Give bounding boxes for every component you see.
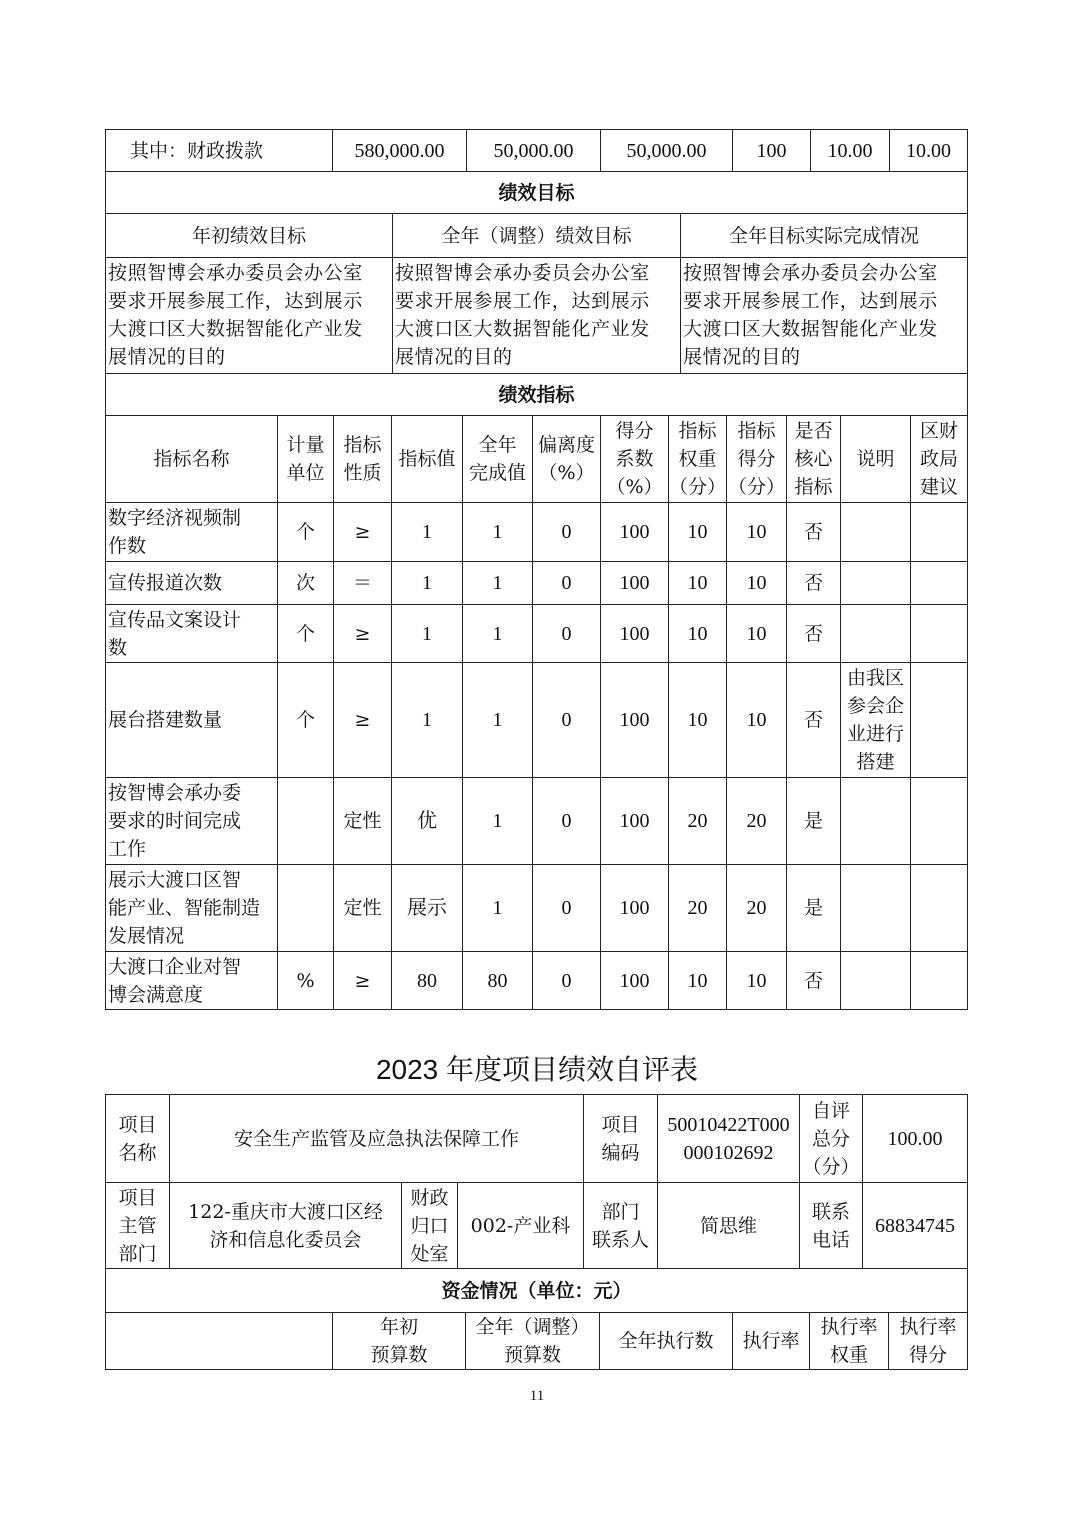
indicator-row-0-advice xyxy=(910,502,968,562)
goals-section-title xyxy=(105,171,968,214)
indicator-row-1-nature xyxy=(333,561,392,605)
goal-header-initial-text: 年初绩效目标 xyxy=(191,224,306,247)
indicator-row-1-score-coef xyxy=(600,561,669,605)
indicator-row-3-advice xyxy=(910,662,968,778)
indicator-header-is-core-text: 是否 核心 指标 xyxy=(794,420,833,498)
indicator-row-2-score-coef xyxy=(600,604,669,663)
indicator-row-6-target-value xyxy=(391,951,463,1010)
rate-score-value: 10.00 xyxy=(906,139,951,162)
indicator-row-4-deviation-text: 0 xyxy=(561,810,572,832)
indicators-section-title xyxy=(105,373,968,416)
indicator-row-6-score-coef xyxy=(600,951,669,1010)
funding-header-0 xyxy=(105,1312,333,1370)
indicator-header-unit-text: 计量 单位 xyxy=(286,434,325,484)
indicator-row-4-score-coef xyxy=(600,777,669,865)
contact-value: 简思维 xyxy=(699,1214,757,1237)
project-name-value: 安全生产监管及应急执法保障工作 xyxy=(233,1127,519,1150)
funding-header-adjusted xyxy=(465,1312,600,1370)
indicator-row-1-deviation-text: 0 xyxy=(561,572,572,594)
indicator-row-5-score-text: 20 xyxy=(746,897,767,919)
goal-text-initial xyxy=(105,257,393,374)
funding-header-executed xyxy=(599,1312,733,1370)
indicator-row-5-advice xyxy=(910,864,968,952)
execution-rate-cell xyxy=(732,129,811,172)
indicator-row-4-actual-value xyxy=(462,777,533,865)
indicator-row-5-weight-text: 20 xyxy=(687,897,708,919)
indicator-row-6-indicator-name-text: 大渡口企业对智 博会满意度 xyxy=(108,955,242,1006)
indicator-row-3-nature xyxy=(333,662,392,778)
indicator-row-4-deviation xyxy=(532,777,601,865)
indicator-row-5-weight xyxy=(668,864,727,952)
indicator-row-4-actual-value-text: 1 xyxy=(492,810,503,832)
indicator-header-is-core xyxy=(786,415,841,503)
goal-header-actual-text: 全年目标实际完成情况 xyxy=(728,224,919,247)
indicator-row-6-actual-value xyxy=(462,951,533,1010)
indicator-row-5-deviation xyxy=(532,864,601,952)
indicator-row-3-score-coef xyxy=(600,662,669,778)
indicator-row-3-actual-value-text: 1 xyxy=(492,709,503,731)
indicator-row-2-score-coef-text: 100 xyxy=(619,622,650,645)
indicator-row-4-advice xyxy=(910,777,968,865)
indicator-row-2-target-value-text: 1 xyxy=(422,622,432,645)
execution-rate-value: 100 xyxy=(756,139,787,162)
indicator-row-5-indicator-name-text: 展示大渡口区智 能产业、智能制造 发展情况 xyxy=(108,869,261,947)
funding-label-text: 其中：财政拨款 xyxy=(130,139,264,162)
goal-text-adjusted xyxy=(392,257,681,374)
executed-value: 50,000.00 xyxy=(626,139,707,162)
project-name-label xyxy=(105,1094,170,1183)
indicator-row-6-score-text: 10 xyxy=(746,969,767,992)
indicator-row-3-is-core-text: 否 xyxy=(803,709,823,731)
indicator-row-2-unit-text: 个 xyxy=(295,622,315,645)
indicator-header-score-coef-text: 得分 系数 （%） xyxy=(606,420,663,498)
indicator-header-indicator-name-text: 指标名称 xyxy=(153,448,230,470)
funding-header-initial xyxy=(332,1312,466,1370)
indicator-row-6-score xyxy=(726,951,787,1010)
indicator-row-4-indicator-name xyxy=(105,777,278,865)
indicator-header-indicator-name xyxy=(105,415,278,503)
phone-value: 68834745 xyxy=(875,1214,955,1237)
indicator-row-1-weight xyxy=(668,561,727,605)
indicator-row-2-target-value xyxy=(391,604,463,663)
project-code-cell xyxy=(657,1094,800,1183)
indicator-row-2-actual-value-text: 1 xyxy=(492,622,503,645)
indicator-row-6-advice xyxy=(910,951,968,1010)
indicator-row-6-target-value-text: 80 xyxy=(417,969,437,992)
dept-cell xyxy=(169,1182,402,1269)
indicator-row-1-advice xyxy=(910,561,968,605)
indicator-row-3-unit-text: 个 xyxy=(295,709,315,731)
indicator-row-6-weight xyxy=(668,951,727,1010)
indicator-row-5-is-core-text: 是 xyxy=(803,897,823,919)
indicator-header-nature-text: 指标 性质 xyxy=(343,434,382,484)
rate-weight-value: 10.00 xyxy=(827,139,873,162)
indicator-row-6-actual-value-text: 80 xyxy=(487,969,508,992)
indicator-row-0-indicator-name-text: 数字经济视频制 作数 xyxy=(108,507,242,557)
initial-budget-cell xyxy=(332,129,467,172)
indicator-row-1-nature-text: ＝ xyxy=(352,572,372,594)
dept-label-text: 项目 主管 部门 xyxy=(118,1186,157,1265)
indicator-header-unit xyxy=(277,415,334,503)
indicator-row-2-note xyxy=(840,604,911,663)
indicator-row-3-weight xyxy=(668,662,727,778)
indicator-row-0-deviation xyxy=(532,502,601,562)
indicator-row-6-is-core-text: 否 xyxy=(803,969,823,992)
self-score-label xyxy=(799,1094,863,1183)
indicator-row-3-actual-value xyxy=(462,662,533,778)
indicator-row-0-score-coef xyxy=(600,502,669,562)
indicator-row-6-deviation-text: 0 xyxy=(561,969,572,992)
indicator-row-0-actual-value xyxy=(462,502,533,562)
indicator-row-3-target-value-text: 1 xyxy=(422,709,432,731)
phone-cell xyxy=(862,1182,968,1269)
funding-header-weight xyxy=(809,1312,889,1370)
page-number: 11 xyxy=(529,1388,545,1404)
indicator-row-3-note-text: 由我区 参会企 业进行 搭建 xyxy=(846,667,904,773)
indicator-row-4-indicator-name-text: 按智博会承办委 要求的时间完成 工作 xyxy=(108,782,242,860)
indicator-row-0-is-core-text: 否 xyxy=(803,521,823,543)
indicator-row-0-score-text: 10 xyxy=(746,521,767,543)
indicators-section-title-text: 绩效指标 xyxy=(498,383,575,406)
indicator-row-5-unit xyxy=(277,864,334,952)
funding-header-rate-text: 执行率 xyxy=(742,1330,800,1352)
indicator-row-3-indicator-name xyxy=(105,662,278,778)
indicator-header-score-coef xyxy=(600,415,669,503)
indicator-row-0-target-value-text: 1 xyxy=(422,521,432,543)
indicator-header-note-text: 说明 xyxy=(856,448,895,470)
indicator-row-1-actual-value-text: 1 xyxy=(492,572,503,594)
project-name-label-text: 项目 名称 xyxy=(118,1113,157,1164)
indicator-row-2-score xyxy=(726,604,787,663)
indicator-row-1-deviation xyxy=(532,561,601,605)
indicator-row-0-note xyxy=(840,502,911,562)
indicator-row-1-score-text: 10 xyxy=(746,572,767,594)
indicator-row-4-score-text: 20 xyxy=(746,810,767,832)
indicator-row-5-actual-value xyxy=(462,864,533,952)
indicator-row-2-actual-value xyxy=(462,604,533,663)
indicator-row-3-weight-text: 10 xyxy=(687,709,708,731)
indicator-row-2-indicator-name xyxy=(105,604,278,663)
indicator-row-1-target-value-text: 1 xyxy=(422,572,432,594)
project-code-label xyxy=(583,1094,658,1183)
indicator-header-score-text: 指标 得分 （分） xyxy=(727,420,785,498)
form-title: 2023 年度项目绩效自评表 xyxy=(375,1054,699,1085)
goal-header-adjusted-text: 全年（调整）绩效目标 xyxy=(441,224,632,247)
executed-cell xyxy=(600,129,733,172)
finance-office-label-text: 财政 归口 处室 xyxy=(410,1186,449,1265)
initial-budget-value: 580,000.00 xyxy=(354,139,445,162)
funding-header-adjusted-text: 全年（调整） 预算数 xyxy=(475,1316,590,1366)
indicator-row-5-nature xyxy=(333,864,392,952)
indicator-row-3-note xyxy=(840,662,911,778)
indicator-row-4-score xyxy=(726,777,787,865)
indicator-row-3-score xyxy=(726,662,787,778)
indicator-row-3-deviation-text: 0 xyxy=(561,709,572,731)
indicator-row-2-weight xyxy=(668,604,727,663)
indicator-header-actual-value-text: 全年 完成值 xyxy=(468,434,526,484)
indicator-row-0-weight xyxy=(668,502,727,562)
indicator-row-2-weight-text: 10 xyxy=(687,622,708,645)
indicator-row-6-weight-text: 10 xyxy=(687,969,708,992)
indicator-row-4-is-core-text: 是 xyxy=(803,810,823,832)
indicator-row-1-note xyxy=(840,561,911,605)
goal-text-actual-content: 按照智博会承办委员会办公室 要求开展参展工作，达到展示 大渡口区大数据智能化产业发 展情况的目的 xyxy=(683,262,938,368)
indicator-row-0-unit-text: 个 xyxy=(295,521,315,543)
indicator-row-4-weight xyxy=(668,777,727,865)
indicator-row-1-score xyxy=(726,561,787,605)
indicator-row-1-is-core-text: 否 xyxy=(803,572,823,594)
indicator-row-3-nature-text: ≥ xyxy=(354,709,371,731)
finance-office-label xyxy=(401,1182,458,1269)
indicator-row-5-target-value-text: 展示 xyxy=(407,897,447,919)
indicator-row-5-is-core xyxy=(786,864,841,952)
indicator-row-6-note xyxy=(840,951,911,1010)
self-score-label-text: 自评 总分 （分） xyxy=(802,1099,860,1178)
indicator-row-6-indicator-name xyxy=(105,951,278,1010)
goal-header-initial xyxy=(105,213,393,258)
funding-header-score xyxy=(888,1312,968,1370)
rate-weight-cell xyxy=(810,129,890,172)
indicator-header-weight-text: 指标 权重 （分） xyxy=(669,420,727,498)
indicator-row-6-nature xyxy=(333,951,392,1010)
indicator-header-advice-text: 区财 政局 建议 xyxy=(919,420,958,498)
indicator-row-4-note xyxy=(840,777,911,865)
indicator-header-note xyxy=(840,415,911,503)
indicator-row-0-nature-text: ≥ xyxy=(354,521,371,543)
indicator-header-advice xyxy=(910,415,968,503)
indicator-row-1-actual-value xyxy=(462,561,533,605)
funding-section-title xyxy=(105,1268,968,1313)
indicator-row-2-unit xyxy=(277,604,334,663)
funding-header-score-text: 执行率 得分 xyxy=(899,1316,957,1366)
indicator-row-6-unit-text: % xyxy=(296,969,315,992)
indicator-row-3-deviation xyxy=(532,662,601,778)
phone-label xyxy=(799,1182,863,1269)
indicator-row-0-nature xyxy=(333,502,392,562)
indicator-row-0-target-value xyxy=(391,502,463,562)
indicator-row-5-actual-value-text: 1 xyxy=(492,897,503,919)
goals-section-title-text: 绩效目标 xyxy=(498,181,575,204)
indicator-header-deviation xyxy=(532,415,601,503)
indicator-row-0-score xyxy=(726,502,787,562)
indicator-row-0-actual-value-text: 1 xyxy=(492,521,503,543)
indicator-row-2-score-text: 10 xyxy=(746,622,767,645)
indicator-row-4-weight-text: 20 xyxy=(687,810,708,832)
indicator-row-2-advice xyxy=(910,604,968,663)
indicator-row-3-unit xyxy=(277,662,334,778)
indicator-header-score xyxy=(726,415,787,503)
indicator-row-6-score-coef-text: 100 xyxy=(619,969,650,992)
indicator-row-1-unit-text: 次 xyxy=(295,572,315,594)
indicator-header-target-value xyxy=(391,415,463,503)
indicator-row-0-indicator-name xyxy=(105,502,278,562)
project-name-cell xyxy=(169,1094,584,1183)
indicator-row-5-score xyxy=(726,864,787,952)
indicator-row-6-unit xyxy=(277,951,334,1010)
indicator-row-2-deviation xyxy=(532,604,601,663)
contact-label-text: 部门 联系人 xyxy=(591,1200,649,1251)
goal-text-initial-content: 按照智博会承办委员会办公室 要求开展参展工作，达到展示 大渡口区大数据智能化产业发 展情况的目的 xyxy=(108,262,363,368)
indicator-row-5-deviation-text: 0 xyxy=(561,897,572,919)
indicator-row-5-score-coef-text: 100 xyxy=(619,897,650,919)
goal-header-actual xyxy=(680,213,968,258)
indicator-header-nature xyxy=(333,415,392,503)
indicator-row-2-deviation-text: 0 xyxy=(561,622,572,645)
indicator-row-5-score-coef xyxy=(600,864,669,952)
self-score-value: 100.00 xyxy=(887,1127,943,1150)
indicator-row-1-is-core xyxy=(786,561,841,605)
finance-office-value: 002-产业科 xyxy=(470,1214,571,1237)
indicator-row-4-target-value-text: 优 xyxy=(417,810,437,832)
adjusted-budget-value: 50,000.00 xyxy=(493,139,574,162)
indicator-row-0-deviation-text: 0 xyxy=(561,521,572,543)
goal-header-adjusted xyxy=(392,213,681,258)
indicator-row-4-is-core xyxy=(786,777,841,865)
indicator-row-1-unit xyxy=(277,561,334,605)
indicator-row-5-target-value xyxy=(391,864,463,952)
indicator-header-deviation-text: 偏离度 （%） xyxy=(537,434,595,484)
funding-header-executed-text: 全年执行数 xyxy=(618,1330,714,1352)
dept-value: 122-重庆市大渡口区经 济和信息化委员会 xyxy=(188,1200,383,1251)
funding-label xyxy=(105,129,333,172)
goal-text-actual xyxy=(680,257,968,374)
indicator-row-0-unit xyxy=(277,502,334,562)
indicator-row-3-score-coef-text: 100 xyxy=(619,709,650,731)
goal-text-adjusted-content: 按照智博会承办委员会办公室 要求开展参展工作，达到展示 大渡口区大数据智能化产业发 展情况的目的 xyxy=(395,262,650,368)
indicator-row-1-score-coef-text: 100 xyxy=(619,572,650,594)
indicator-row-1-target-value xyxy=(391,561,463,605)
indicator-row-4-score-coef-text: 100 xyxy=(619,810,650,832)
indicator-row-1-indicator-name-text: 宣传报道次数 xyxy=(108,572,223,594)
rate-score-cell xyxy=(889,129,968,172)
indicator-row-2-nature xyxy=(333,604,392,663)
indicator-header-actual-value xyxy=(462,415,533,503)
project-code-value: 50010422T000 000102692 xyxy=(667,1113,790,1164)
indicator-row-0-is-core xyxy=(786,502,841,562)
indicator-row-6-nature-text: ≥ xyxy=(354,969,371,992)
indicator-row-2-is-core-text: 否 xyxy=(803,622,823,645)
phone-label-text: 联系 电话 xyxy=(811,1200,850,1251)
project-code-label-text: 项目 编码 xyxy=(601,1113,640,1164)
indicator-row-3-indicator-name-text: 展台搭建数量 xyxy=(108,709,223,731)
funding-header-weight-text: 执行率 权重 xyxy=(820,1316,878,1366)
contact-label xyxy=(583,1182,658,1269)
indicator-row-4-target-value xyxy=(391,777,463,865)
indicator-row-2-is-core xyxy=(786,604,841,663)
funding-section-title-text: 资金情况（单位：元） xyxy=(441,1279,632,1302)
contact-cell xyxy=(657,1182,800,1269)
indicator-row-5-indicator-name xyxy=(105,864,278,952)
indicator-row-6-is-core xyxy=(786,951,841,1010)
adjusted-budget-cell xyxy=(466,129,601,172)
dept-label xyxy=(105,1182,170,1269)
indicator-row-4-nature xyxy=(333,777,392,865)
indicator-row-0-weight-text: 10 xyxy=(687,521,708,543)
indicator-row-1-weight-text: 10 xyxy=(687,572,708,594)
indicator-row-6-deviation xyxy=(532,951,601,1010)
indicator-header-target-value-text: 指标值 xyxy=(398,448,456,470)
funding-header-initial-text: 年初 预算数 xyxy=(370,1316,428,1366)
indicator-row-4-unit xyxy=(277,777,334,865)
indicator-row-3-score-text: 10 xyxy=(746,709,767,731)
indicator-row-2-indicator-name-text: 宣传品文案设计 数 xyxy=(108,608,242,659)
indicator-row-1-indicator-name xyxy=(105,561,278,605)
indicator-row-0-score-coef-text: 100 xyxy=(619,521,650,543)
indicator-row-5-nature-text: 定性 xyxy=(343,897,382,919)
indicator-row-2-nature-text: ≥ xyxy=(354,622,371,645)
self-score-cell xyxy=(862,1094,968,1183)
indicator-row-4-nature-text: 定性 xyxy=(343,810,382,832)
funding-header-rate xyxy=(732,1312,810,1370)
indicator-header-weight xyxy=(668,415,727,503)
indicator-row-5-note xyxy=(840,864,911,952)
indicator-row-3-target-value xyxy=(391,662,463,778)
finance-office-cell xyxy=(457,1182,584,1269)
indicator-row-3-is-core xyxy=(786,662,841,778)
